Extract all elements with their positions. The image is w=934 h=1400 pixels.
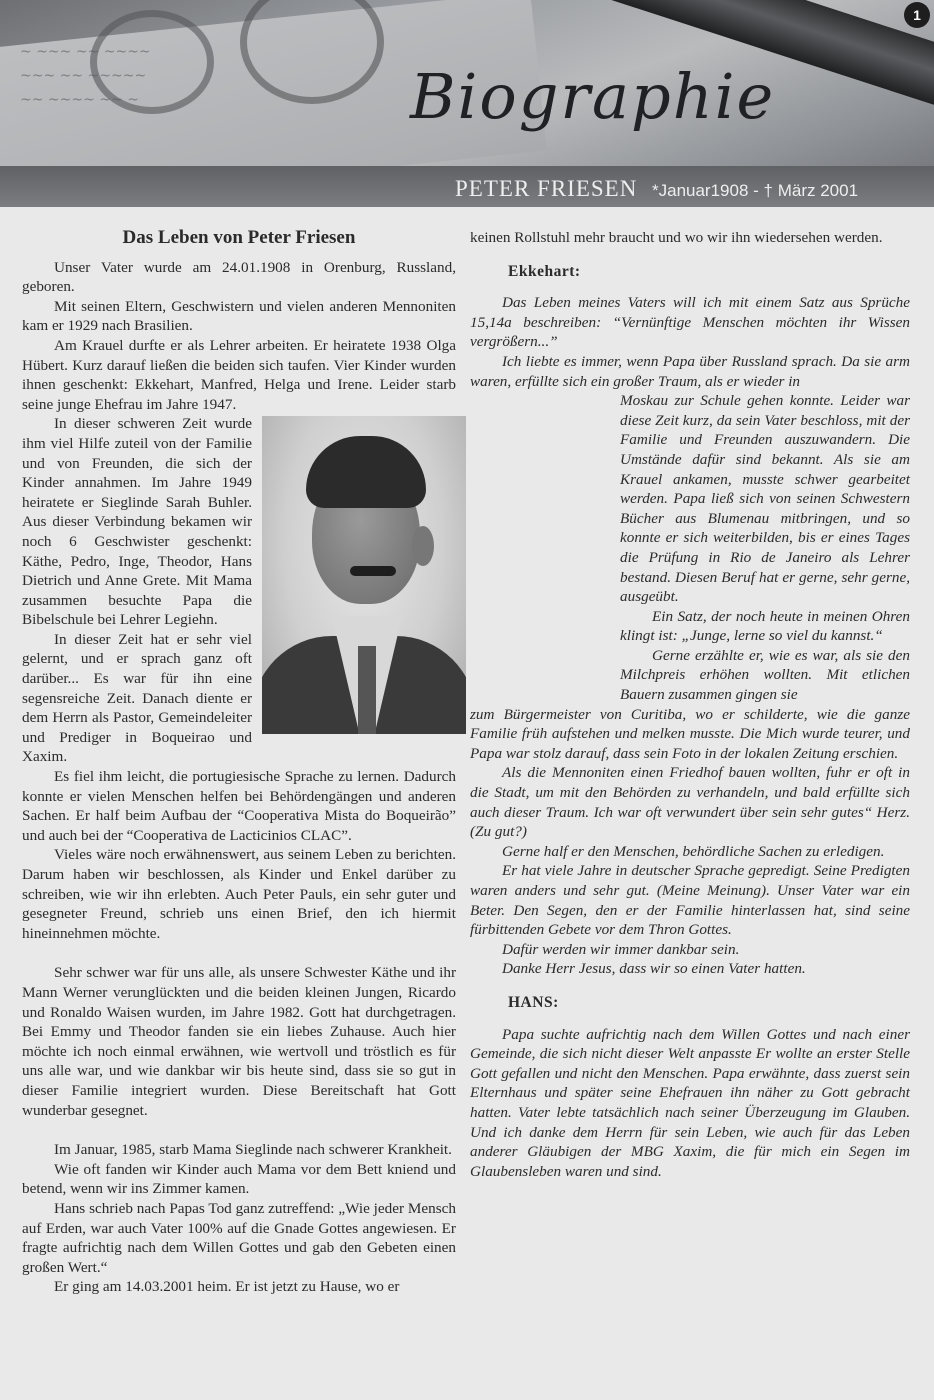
paragraph: Gerne half er den Menschen, behördliche Sachen zu erledigen. xyxy=(502,842,885,860)
left-column xyxy=(22,224,456,1297)
header-banner xyxy=(0,0,934,207)
paragraph: Papa suchte aufrichtig nach dem Willen Gottes und nach einer Gemeinde, die sich nicht dieser Welt anpasste Er wollte an erster Stelle Gott gefallen und nicht den Menschen. Papa erwähnte, dass zuerst sein Elternhaus und später seine Ehefrauen ihn näher zu Gott gebracht hatten. Vater lebte tatsächlich nach seiner Überzeugung im Glauben. Und ich danke dem Herrn für sein Leben, wie auch für das Leben anderer Gläubigen der MBG Xaxim, die für mich ein Segen im Glaubensleben waren und sind. xyxy=(470,1025,910,1180)
paragraph: Gerne erzählte er, wie es war, als sie den Milchpreis erhöhen wollten. Mit etlichen Bauern zusammen gingen sie xyxy=(620,646,910,704)
paragraph: In dieser Zeit hat er sehr viel gelernt, und er sprach ganz oft darüber... Es war für ihn eine segensreiche Zeit. Danach diente er dem Herrn als Pastor, Gemeindeleiter und Prediger in Boqueirao und Xaxim. xyxy=(22,630,252,766)
paragraph: Das Leben meines Vaters will ich mit einem Satz aus Sprüche 15,14a beschreiben: “Vernünftige Menschen möchten ihr Wissen vergrößern...” xyxy=(470,294,910,351)
life-dates: *Januar1908 - † März 2001 xyxy=(652,181,859,200)
paragraph: Ein Satz, der noch heute in meinen Ohren klingt ist: „Junge, lerne so viel du kannst.“ xyxy=(620,607,910,645)
paragraph: Vieles wäre noch erwähnenswert, aus seinem Leben zu berichten. Darum haben wir beschlossen, als Kinder und Enkel darüber zu schreiben, wie wir ihn erlebten. Auch Peter Pauls, ein sehr guter und gesegneter Freund, schrieb uns einen Brief, den ich hiermit hineinnehmen möchte. xyxy=(22,846,456,942)
paragraph: Danke Herr Jesus, dass wir so einen Vater hatten. xyxy=(502,960,806,978)
page-title: Biographie xyxy=(410,60,776,133)
handwriting-decoration: ~ ~~~ ~~ ~~~~ ~~~ ~~ ~~~~~ ~~ ~~~~ ~~ ~ xyxy=(20,44,151,108)
paragraph: Es fiel ihm leicht, die portugiesische Sprache zu lernen. Dadurch konnte er vielen Menschen helfen bei Behördengängen und anderen Sachen. Er half beim Aufbau der “Cooperativa Mista do Boqueirão” und auch bei der “Cooperativa de Lacticinios CLAC”. xyxy=(22,768,456,844)
paragraph: Wie oft fanden wir Kinder auch Mama vor dem Bett kniend und betend, wenn wir ins Zimmer kamen. xyxy=(22,1160,456,1198)
paragraph: Unser Vater wurde am 24.01.1908 in Orenburg, Russland, geboren. xyxy=(22,258,456,296)
right-column xyxy=(470,228,910,1181)
paragraph: Er hat viele Jahre in deutscher Sprache gepredigt. Seine Predigten waren anders und sehr gut. (Meine Meinung). Unser Vater war ein Beter. Den Segen, den er der Familie hinterlassen hat, sind seine fürbittenden Gebete vor dem Thron Gottes. xyxy=(470,862,910,939)
paragraph: keinen Rollstuhl mehr braucht und wo wir ihn wiedersehen werden. xyxy=(470,229,883,246)
section-heading-hans: HANS: xyxy=(508,993,559,1011)
glasses-image xyxy=(90,10,214,114)
paragraph: Als die Mennoniten einen Friedhof bauen wollten, fuhr er oft in die Stadt, um mit den Behörden zu verhandeln, und bald erfüllte sich auch dieser Traum. Ich war oft verwundert über sein sehr gutes“ Herz. (Zu gut?) xyxy=(470,764,910,841)
person-name: PETER FRIESEN xyxy=(455,176,638,201)
section-heading-ekkehart: Ekkehart: xyxy=(508,262,581,280)
paragraph: Ich liebte es immer, wenn Papa über Russland sprach. Da sie arm waren, erfüllte sich ein großer Traum, als er wieder in xyxy=(470,352,910,390)
paragraph: Im Januar, 1985, starb Mama Sieglinde nach schwerer Krankheit. xyxy=(54,1141,452,1159)
paragraph: zum Bürgermeister von Curitiba, wo er schilderte, wie die ganze Familie früh aufstehen und melken musste. Die Mich wurde teurer, und Papa war stolz darauf, dass sein Foto in der lokalen Zeitung erschien. xyxy=(470,705,910,762)
portrait-photo xyxy=(262,416,466,734)
paragraph: Dafür werden wir immer dankbar sein. xyxy=(502,940,740,958)
paragraph: In dieser schweren Zeit wurde ihm viel Hilfe zuteil von der Familie und von Freunden, die sich der Kinder annahmen. Im Jahre 1949 heiratete er Sieglinde Sarah Buhler. Aus dieser Verbindung bekamen wir noch 6 Geschwister geschenkt: Käthe, Pedro, Inge, Theodor, Hans Dietrich und Anne Grete. Mit Mama zusammen besuchte Papa die Bibelschule bei Lehrer Legiehn. xyxy=(22,415,252,629)
page-number-badge: 1 xyxy=(904,2,930,28)
paragraph: Am Krauel durfte er als Lehrer arbeiten. Er heiratete 1938 Olga Hübert. Kurz darauf ließen die beiden sich taufen. Vier Kinder wurden ihnen geschenkt: Ekkehart, Manfred, Helga und Irene. Leider starb seine junge Ehefrau im Jahre 1947. xyxy=(22,336,456,413)
paragraph: Moskau zur Schule gehen konnte. Leider war diese Zeit kurz, da sein Vater beschloss, mit der Familie und Freunden auszuwandern. Die Umstände dafür sind bekannt. Als sie am Krauel ankamen, musste schwer gearbeitet werden. Papa ließ sich von seinen Schwestern Bücher aus Blumenau mitbringen, und so konnte er sich weiterbilden, bis er eines Tages die Prüfung in Rio de Janeiro als Lehrer bestand. Diesen Beruf hat er gerne, sehr gerne, ausgeübt. xyxy=(620,392,910,606)
paragraph: Sehr schwer war für uns alle, als unsere Schwester Käthe und ihr Mann Werner verunglückten und die beiden kleinen Jungen, Ricardo und Ronaldo Waisen wurden, im Jahre 1982. Gott hat durchgetragen. Bei Emmy und Theodor fanden sie ein liebes Zuhause. Auch hier möchte ich noch einmal erwähnen, wie wertvoll und tröstlich es für uns alle war, und wie dankbar wir bis heute sind, dass sie so gut in dieser Familie integriert wurden. Diese Bereitschaft hat Gott wunderbar gesegnet. xyxy=(22,964,456,1119)
paragraph: Er ging am 14.03.2001 heim. Er ist jetzt zu Hause, wo er xyxy=(54,1278,400,1296)
paragraph: Hans schrieb nach Papas Tod ganz zutreffend: „Wie jeder Mensch auf Erden, war auch Vater 100% auf die Gnade Gottes angewiesen. Er fragte aufrichtig nach dem Willen Gottes und gab den Gebeten einen großen Wert.“ xyxy=(22,1199,456,1276)
article-heading: Das Leben von Peter Friesen xyxy=(122,227,356,248)
paragraph: Mit seinen Eltern, Geschwistern und vielen anderen Mennoniten kam er 1929 nach Brasilien. xyxy=(22,297,456,335)
